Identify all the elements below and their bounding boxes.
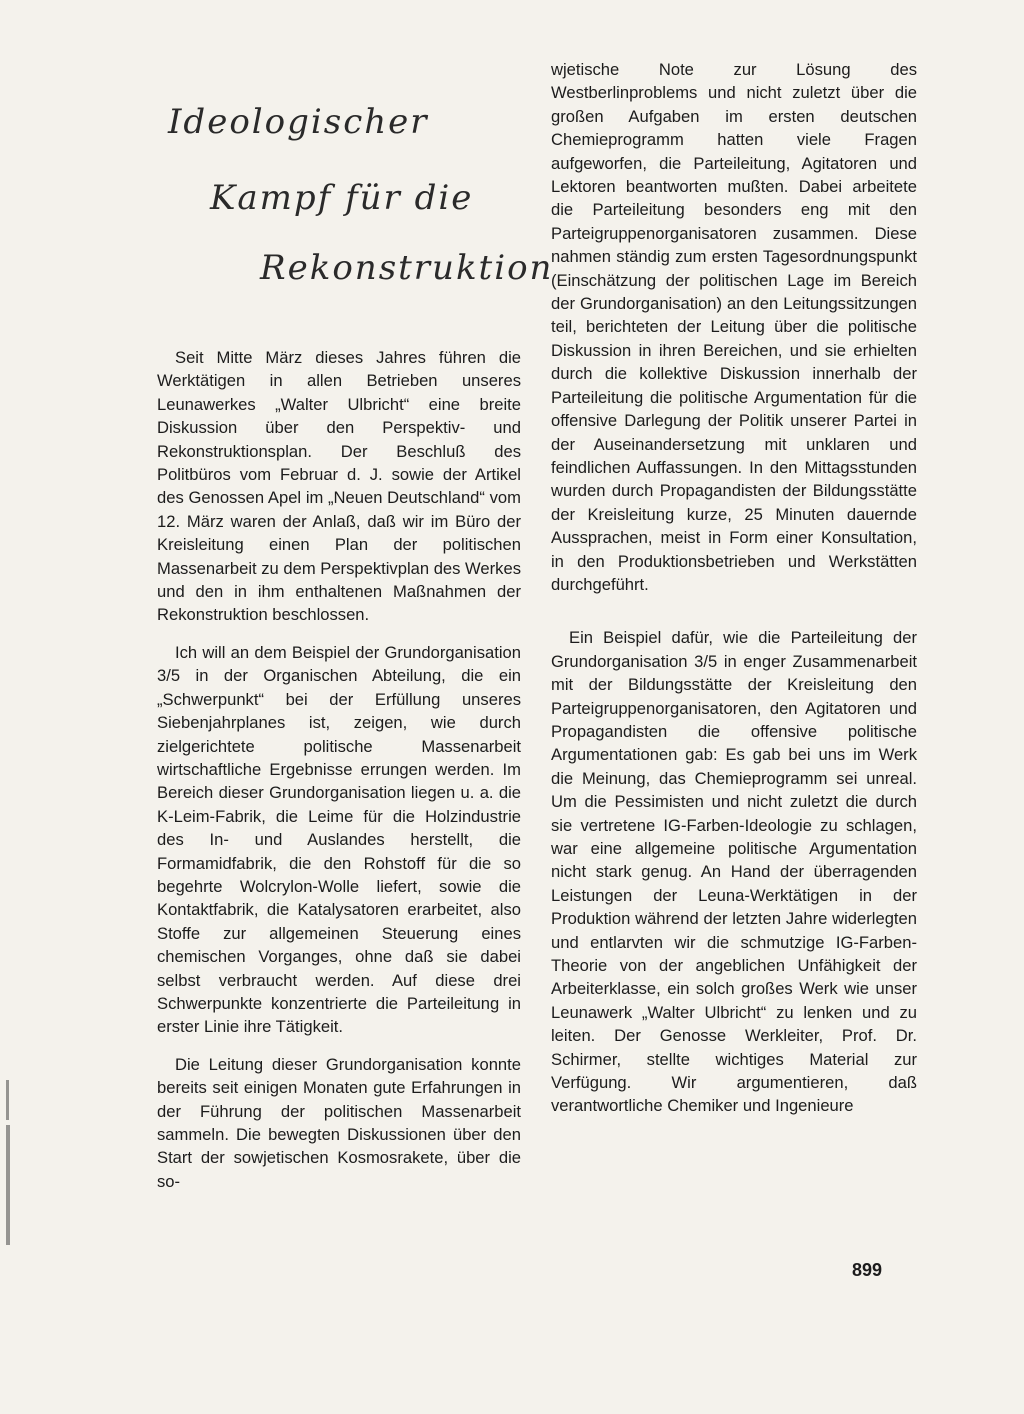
left-column <box>157 346 521 1207</box>
paragraph: Seit Mitte März dieses Jahres führen die Werktätigen in allen Betrieben unseres Leunawerkes „Walter Ulbricht“ eine breite Diskussion über den Perspektiv- und Rekonstruktionsplan. Der Beschluß des Politbüros vom Februar d. J. sowie der Artikel des Genossen Apel im „Neuen Deutschland“ vom 12. März waren der Anlaß, daß wir im Büro der Kreisleitung einen Plan der politischen Massenarbeit zu dem Perspektivplan des Werkes und den in ihm enthaltenen Maßnahmen der Rekonstruktion beschlossen. <box>157 348 522 625</box>
right-column <box>551 58 917 1132</box>
title-line-1: Ideologischer <box>168 102 429 142</box>
paragraph-continued: wjetische Note zur Lösung des Westberlinproblems und nicht zuletzt über die großen Aufgaben im ersten deutschen Chemieprogramm hatten viele Fragen aufgeworfen, die Parteileitung, Agitatoren und Lektoren beantworten mußten. Dabei arbeitete die Parteileitung besonders eng mit den Parteigruppenorganisatoren zusammen. Diese nahmen ständig zum ersten Tagesordnungspunkt (Einschätzung der politischen Lage im Bereich der Grundorganisation) an den Leitungssitzungen teil, berichteten der Leitung über die politische Diskussion in ihren Bereichen, und sie erhielten durch die kollektive Diskussion innerhalb der Parteileitung die politische Argumentation für die offensive Darlegung der Politik unserer Partei in der Auseinandersetzung mit unklaren und feindlichen Auffassungen. In den Mittagsstunden wurden durch Propagandisten der Bildungsstätte der Kreisleitung kurze, 25 Minuten dauernde Aussprachen, meist in Form einer Konsultation, in den Produktionsbetrieben und Werkstätten durchgeführt. <box>551 60 917 594</box>
scan-mark <box>6 1125 10 1245</box>
paragraph: Ein Beispiel dafür, wie die Parteileitung der Grundorganisation 3/5 in enger Zusammenarbeit mit der Bildungsstätte der Kreisleitung den Parteigruppenorganisatoren, den Agitatoren und Propagandisten die offensive politische Argumentationen gab: Es gab bei uns im Werk die Meinung, das Chemieprogramm sei unreal. Um die Pessimisten und nicht zuletzt die durch sie vertretene IG-Farben-Ideologie zu schlagen, war eine allgemeine politische Argumentation nicht stark genug. An Hand der überragenden Leistungen der Leuna-Werktätigen in der Produktion während der letzten Jahre widerlegten und entlarvten wir die schmutzige IG-Farben-Theorie von der angeblichen Unfähigkeit der Arbeiterklasse, ein solch großes Werk wie unser Leunawerk „Walter Ulbricht“ zu lenken und zu leiten. Der Genosse Werkleiter, Prof. Dr. Schirmer, stellte wichtiges Material zur Verfügung. Wir argumentieren, daß verantwortliche Chemiker und Ingenieure <box>551 628 917 1116</box>
scan-mark <box>6 1080 9 1120</box>
paragraph: Ich will an dem Beispiel der Grundorganisation 3/5 in der Organischen Abteilung, die ein „Schwerpunkt“ bei der Erfüllung unseres Siebenjahrplanes ist, zeigen, wie durch zielgerichtete politische Massenarbeit wirtschaftliche Ergebnisse errungen werden. Im Bereich dieser Grundorganisation liegen u. a. die K-Leim-Fabrik, die Leime für die Holzindustrie des In- und Auslandes herstellt, die Formamidfabrik, die den Rohstoff für die so begehrte Wolcrylon-Wolle liefert, sowie die Kontaktfabrik, die Katalysatoren erarbeitet, also Stoffe zur allgemeinen Steuerung eines chemischen Vorganges, ohne daß sie dabei selbst verbraucht werden. Auf diese drei Schwerpunkte konzentrierte die Parteileitung in erster Linie ihre Tätigkeit. <box>157 642 521 1037</box>
title-line-2: Kampf für die <box>210 178 474 218</box>
page-number: 899 <box>852 1260 883 1280</box>
title-line-3: Rekonstruktion <box>260 248 554 288</box>
article-title <box>150 92 554 312</box>
paragraph: Die Leitung dieser Grundorganisation konnte bereits seit einigen Monaten gute Erfahrungen in der Führung der politischen Massenarbeit sammeln. Die bewegten Diskussionen über den Start der sowjetischen Kosmosrakete, über die so- <box>157 1054 521 1191</box>
